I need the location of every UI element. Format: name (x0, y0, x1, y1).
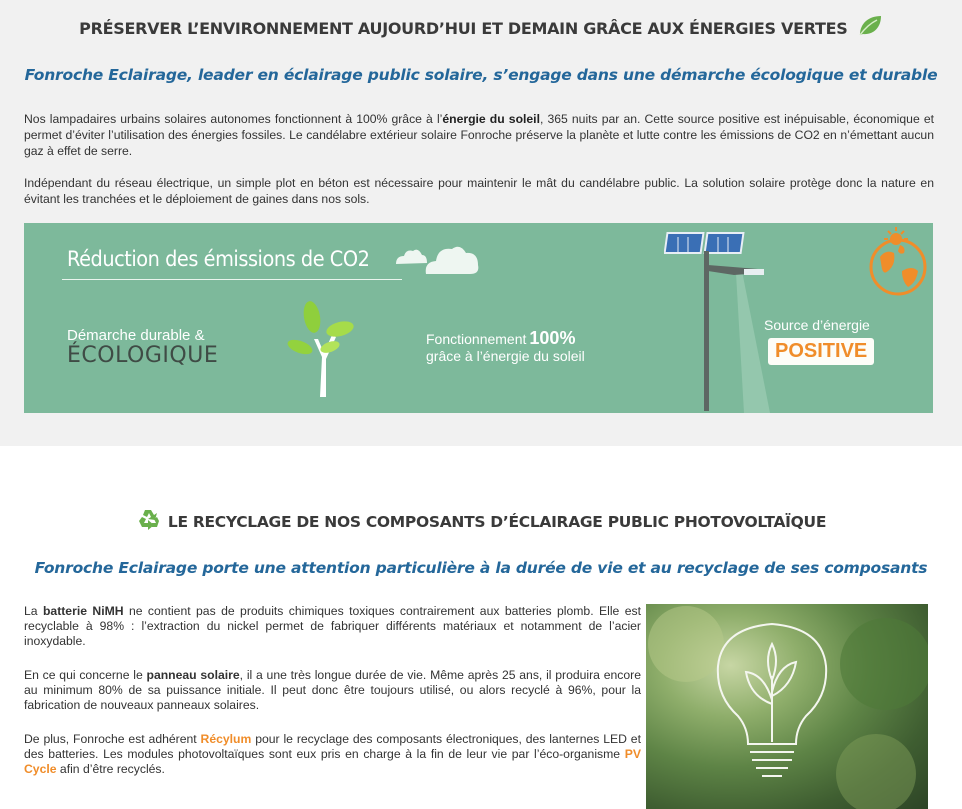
paragraph-solar: Nos lampadaires urbains solaires autonomes fonctionnent à 100% grâce à l’énergie du soleil, 365 nuits par an. Cette source positive est inépuisable, économique et permet d’éviter l’utilisation des énergies fossiles. Le candélabre extérieur solaire Fonroche préserve la planète et lutte contre les émissions de CO2 en n’émettant aucun gaz à effet de serre. (24, 112, 934, 158)
paragraph-battery: La batterie NiMH ne contient pas de produits chimiques toxiques contrairement aux batteries plomb. Elle est recyclable à 98% : l’extraction du nickel permet de fabriquer différents matériaux et notamment de l’acier inoxydable. (24, 604, 641, 648)
leaf-icon (857, 14, 883, 38)
paragraph-recylum: De plus, Fonroche est adhérent Récylum pour le recyclage des composants électroniques, des lanternes LED et des batteries. Les modules photovoltaïques sont eux pris en charge à la fin de leur vie par l’éco-organisme PV Cycle afin d’être recyclés. (24, 732, 641, 776)
banner-demarche-text: Démarche durable & (67, 327, 205, 344)
paragraph-independent: Indépendant du réseau électrique, un simple plot en béton est nécessaire pour maintenir le mât du candélabre public. La solution solaire protège donc la nature en évitant les tranchées et le déploiement de gaines dans nos sols. (24, 176, 934, 206)
banner-fonctionnement-text: Fonctionnement 100% (426, 328, 576, 348)
paragraph-solar-panel: En ce qui concerne le panneau solaire, il a une très longue durée de vie. Même après 25 ans, il produira encore au minimum 80% de sa puissance initiale. Il peut donc être toujours utilisé, ou alors recyclé à 96%, pour la fabrication de nouveaux panneaux solaires. (24, 668, 641, 712)
lightbulb-icon (646, 604, 928, 809)
banner-ecologique-text: ÉCOLOGIQUE (67, 343, 219, 368)
section-title-environment: PRÉSERVER L’ENVIRONNEMENT AUJOURD’HUI ET DEMAIN GRÂCE AUX ÉNERGIES VERTES (0, 14, 962, 38)
section-title-recycling: LE RECYCLAGE DE NOS COMPOSANTS D’ÉCLAIRAGE PUBLIC PHOTOVOLTAÏQUE (0, 508, 962, 532)
section-subtitle-recycling: Fonroche Eclairage porte une attention particulière à la durée de vie et au recyclage de ses composants (34, 559, 928, 577)
globe-sun-icon (862, 225, 933, 301)
banner-grace-text: grâce à l’énergie du soleil (426, 348, 585, 364)
tree-icon (286, 299, 362, 399)
section-subtitle-environment: Fonroche Eclairage, leader en éclairage public solaire, s’engage dans une démarche écologique et durable (24, 66, 938, 84)
lightbulb-plant-photo (646, 604, 928, 809)
banner-divider (62, 279, 402, 280)
banner-source-text: Source d’énergie (764, 317, 870, 333)
eco-banner (24, 223, 933, 413)
recycle-icon (136, 508, 162, 532)
banner-positive-badge: POSITIVE (768, 338, 874, 365)
banner-co2-text: Réduction des émissions de CO2 (67, 247, 370, 271)
cloud-icon (394, 237, 484, 277)
